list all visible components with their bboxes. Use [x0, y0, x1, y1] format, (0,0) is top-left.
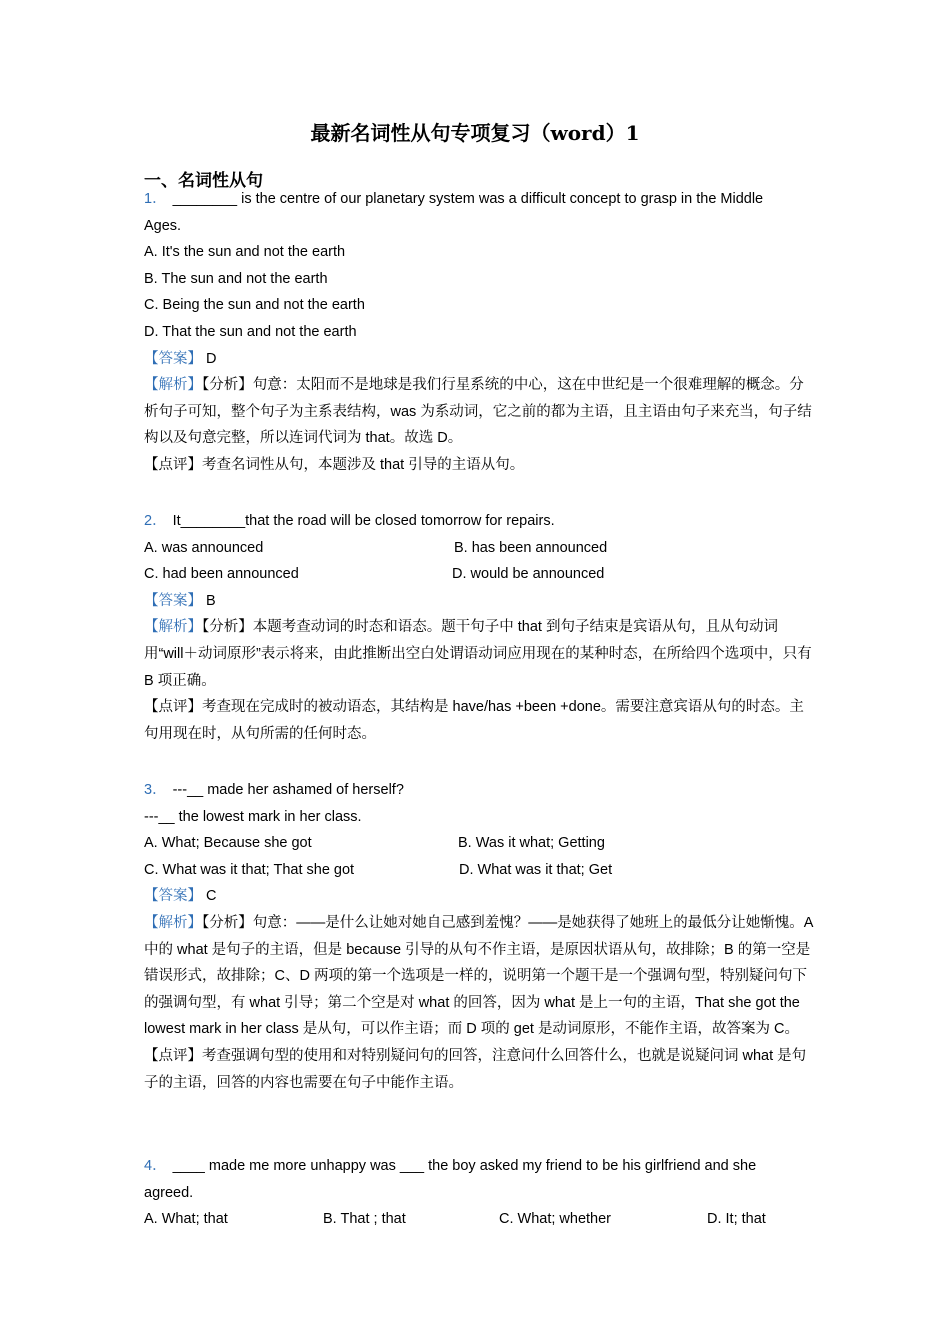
option-b: B. That ; that: [323, 1211, 406, 1228]
question-2: [144, 508, 814, 747]
comment: 【点评】考查现在完成时的被动语态，其结构是 have/has +been +done。需要注意宾语从句的时态。主句用现在时，从句所需的任何时态。: [144, 699, 804, 742]
question-stem-continued: Ages.: [144, 217, 182, 234]
answer-line: [144, 588, 814, 615]
option-d: D. That the sun and not the earth: [144, 323, 357, 340]
question-stem: 4． ____ made me more unhappy was ___ the boy asked my friend to be his girlfriend and she: [144, 1158, 757, 1174]
options-row: [144, 830, 814, 857]
answer-value: D: [206, 350, 217, 367]
analysis-tag: 【解析】: [144, 619, 202, 636]
question-number: 1．: [144, 191, 167, 207]
option-c: C. Being the sun and not the earth: [144, 297, 365, 314]
analysis: 【解析】【分析】本题考查动词的时态和语态。题干句子中 that 到句子结束是宾语从句，且从句动词用“will＋动词原形”表示将来，由此推断出空白处谓语动词应用现在的某种时态，在所给四个选项中，只有 B 项正确。: [144, 619, 812, 689]
answer-line: [144, 346, 814, 373]
option-d: D. What was it that; Get: [459, 861, 613, 878]
answer-tag: 【答案】: [144, 592, 202, 609]
option-b: B. Was it what; Getting: [458, 835, 605, 852]
question-3: [144, 777, 814, 1096]
question-number: 4．: [144, 1158, 167, 1174]
answer-value: C: [206, 888, 217, 905]
section-heading: 一、名词性从句: [144, 171, 263, 190]
question-stem-continued: ---__ the lowest mark in her class.: [144, 808, 362, 825]
answer-tag: 【答案】: [144, 350, 202, 367]
option-c: C. What; whether: [499, 1211, 612, 1228]
answer-tag: 【答案】: [144, 888, 202, 905]
option-c: C. What was it that; That she got: [144, 861, 355, 878]
document-title: 最新名词性从句专项复习（word）1: [310, 121, 640, 145]
analysis-tag: 【解析】: [144, 914, 202, 931]
question-1: [144, 186, 814, 479]
option-b: B. has been announced: [454, 539, 608, 556]
question-number: 3．: [144, 782, 167, 798]
question-4: [144, 1153, 814, 1233]
comment: 【点评】考查名词性从句，本题涉及 that 引导的主语从句。: [144, 456, 525, 473]
options-row: [144, 535, 814, 562]
answer-value: B: [206, 592, 216, 609]
options-row: [144, 561, 814, 588]
options-row: [144, 857, 814, 884]
comment: 【点评】考查强调句型的使用和对特别疑问句的回答，注意问什么回答什么，也就是说疑问词 what 是句子的主语，回答的内容也需要在句子中能作主语。: [144, 1047, 807, 1091]
option-a: A. What; that: [144, 1211, 228, 1228]
analysis: 【解析】【分析】句意：太阳而不是地球是我们行星系统的中心，这在中世纪是一个很难理解的概念。分析句子可知，整个句子为主系表结构，was 为系动词，它之前的都为主语，且主语由句子来充当，句子结构以及句意完整，所以连词代词为 that。故选 D。: [144, 377, 812, 447]
option-d: D. would be announced: [452, 566, 605, 583]
option-b: B. The sun and not the earth: [144, 270, 328, 287]
question-stem: 1． ________ is the centre of our planetary system was a difficult concept to grasp in the Middle: [144, 191, 764, 207]
question-stem-continued: agreed.: [144, 1184, 194, 1201]
question-stem: 2． It________that the road will be closed tomorrow for repairs.: [144, 513, 555, 529]
analysis-tag: 【解析】: [144, 377, 202, 394]
answer-line: [144, 883, 814, 910]
question-stem: 3． ---__ made her ashamed of herself?: [144, 782, 404, 798]
option-a: A. What; Because she got: [144, 835, 312, 852]
options-row: [144, 1206, 814, 1233]
analysis: 【解析】【分析】句意：——是什么让她对她自己感到羞愧？——是她获得了她班上的最低分让她惭愧。A 中的 what 是句子的主语，但是 because 引导的从句不作主语，是原因状语从句，故排除；B 的第一空是错误形式，故排除；C、D 两项的第一个选项是一样的，说明第一个题干是一个强调句型，特别疑问句下的强调句型，有 what 引导；第二个空是对 what 的回答，因为 what 是上一句的主语，That she got the lowest mark in her class 是从句，可以作主语；而 D 项的 get 是动词原形，不能作主语，故答案为 C。: [144, 914, 813, 1038]
option-a: A. It's the sun and not the earth: [144, 244, 346, 261]
option-c: C. had been announced: [144, 566, 299, 583]
option-a: A. was announced: [144, 539, 264, 556]
question-number: 2．: [144, 513, 167, 529]
option-d: D. It; that: [707, 1211, 766, 1228]
